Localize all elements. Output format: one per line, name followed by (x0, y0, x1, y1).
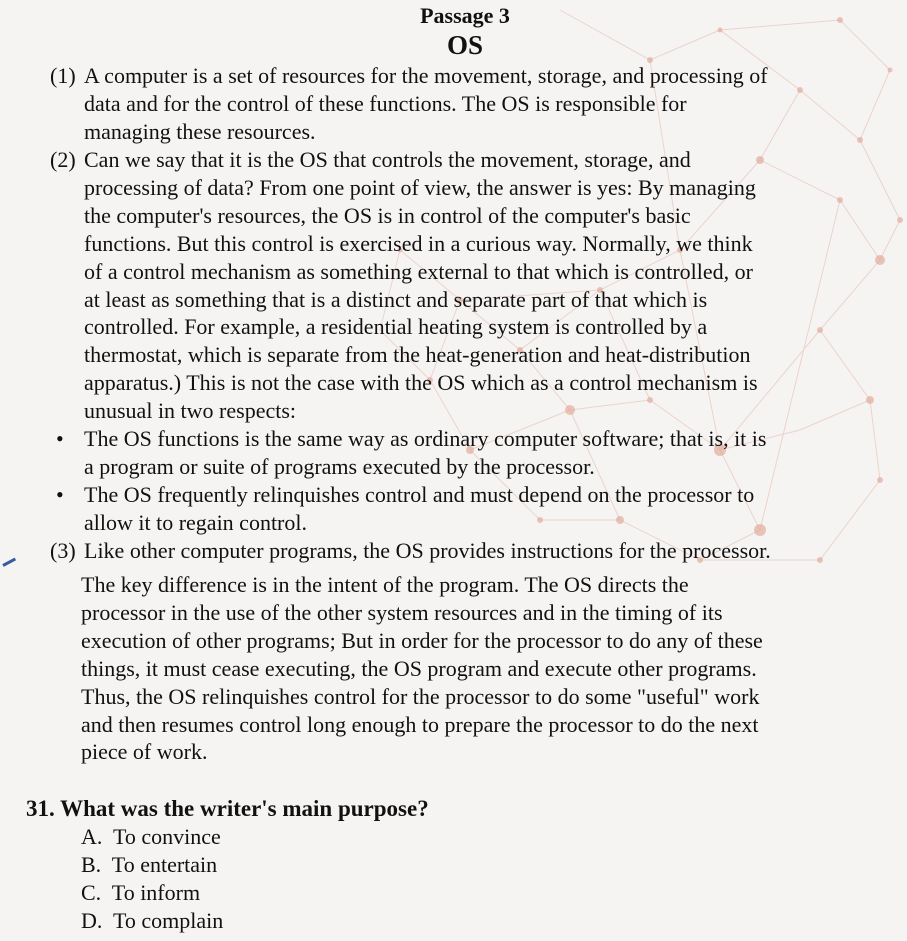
passage-title: OS (446, 30, 484, 60)
option-letter: B. (81, 852, 102, 877)
text-line: thermostat, which is separate from the heat-generation and heat-distribution (84, 342, 751, 368)
text-line: and then resumes control long enough to prepare the processor to do the next (81, 711, 759, 737)
paragraph-2 (84, 146, 758, 425)
question-text: 31. What was the writer's main purpose? (26, 796, 429, 821)
option-text: To convince (113, 824, 221, 849)
option-letter: C. (81, 880, 102, 905)
option-text: To complain (113, 908, 224, 933)
text-line: unusual in two respects: (84, 398, 297, 424)
answer-option-a[interactable] (81, 823, 221, 851)
text-line: controlled. For example, a residential heating system is controlled by a (84, 314, 708, 340)
paragraph-number: (1) (50, 63, 76, 88)
bullet-item-2 (84, 481, 754, 537)
text-line: The key difference is in the intent of the program. The OS directs the (81, 572, 689, 597)
text-line: data and for the control of these functions. The OS is responsible for (84, 90, 687, 116)
paragraph-3-first-line: Like other computer programs, the OS provides instructions for the processor. (84, 538, 771, 563)
margin-mark (2, 558, 16, 567)
answer-option-d[interactable] (81, 907, 223, 935)
paragraph-number: (2) (50, 147, 76, 172)
text-line: processor in the use of the other system resources and in the timing of its (81, 599, 723, 625)
text-line: Can we say that it is the OS that controls the movement, storage, and (84, 147, 691, 172)
answer-option-c[interactable] (81, 879, 200, 907)
text-line: apparatus.) This is not the case with the OS which as a control mechanism is (84, 370, 758, 396)
option-text: To inform (111, 880, 201, 905)
paragraph-3-continued (81, 571, 763, 766)
text-line: processing of data? From one point of view, the answer is yes: By managing (84, 174, 756, 200)
text-line: things, it must cease executing, the OS program and execute other programs. (81, 655, 757, 681)
passage-label: Passage 3 (420, 3, 510, 28)
paragraph-1 (84, 62, 768, 146)
text-line: The OS functions is the same way as ordinary computer software; that is, it is (84, 426, 767, 451)
text-line: at least as something that is a distinct and separate part of that which is (84, 286, 708, 312)
option-letter: A. (81, 824, 103, 849)
text-line: piece of work. (81, 739, 208, 765)
bullet-item-1 (84, 425, 766, 481)
text-line: execution of other programs; But in order for the processor to do any of these (81, 627, 763, 653)
bullet-symbol: • (56, 426, 64, 451)
text-line: managing these resources. (84, 118, 316, 144)
text-line: Thus, the OS relinquishes control for the processor to do some "useful" work (81, 683, 760, 709)
bullet-symbol: • (56, 482, 64, 507)
text-line: of a control mechanism as something external to that which is controlled, or (84, 258, 753, 284)
text-line: A computer is a set of resources for the movement, storage, and processing of (84, 63, 768, 88)
text-line: a program or suite of programs executed by the processor. (84, 453, 595, 479)
text-line: functions. But this control is exercised in a curious way. Normally, we think (84, 230, 753, 256)
text-line: allow it to regain control. (84, 509, 307, 535)
option-letter: D. (81, 908, 103, 933)
answer-option-b[interactable] (81, 851, 217, 879)
text-line: The OS frequently relinquishes control and must depend on the processor to (84, 482, 755, 507)
text-line: the computer's resources, the OS is in control of the computer's basic (84, 202, 691, 228)
option-text: To entertain (111, 852, 218, 877)
paragraph-number: (3) (50, 538, 76, 563)
